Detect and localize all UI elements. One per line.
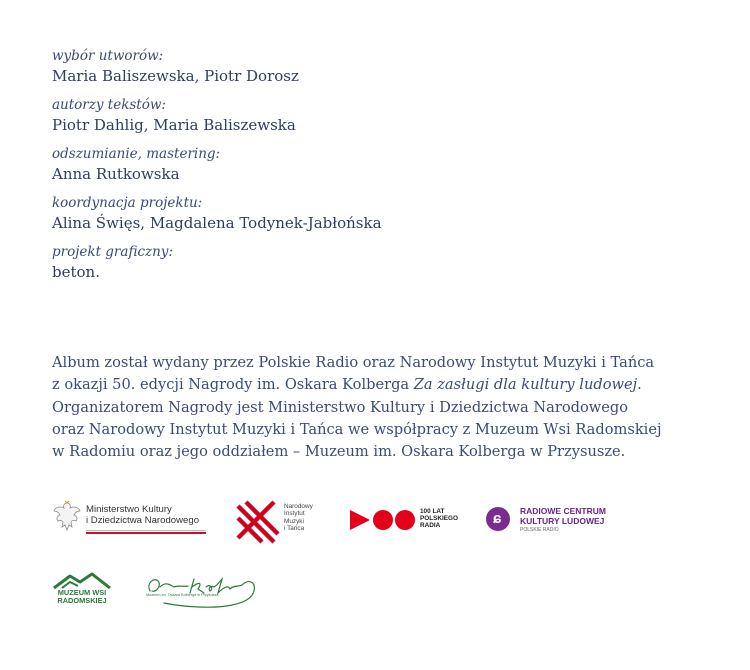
polish-radio-100-logo: [348, 505, 468, 535]
nimit-name: [284, 503, 313, 533]
credit-names: Maria Baliszewska, Piotr Dorosz: [52, 67, 299, 85]
credit-texts: [52, 96, 692, 136]
credit-names: Anna Rutkowska: [52, 165, 180, 183]
credit-names: Alina Święs, Magdalena Todynek-Jabłońska: [52, 214, 382, 232]
ministry-logo: [52, 500, 212, 542]
polish-radio-100-line: POLSKIEGO: [420, 515, 458, 523]
eagle-emblem-icon: [52, 500, 82, 534]
rckl-name: [520, 507, 606, 526]
ministry-name-line: Ministerstwo Kultury: [86, 504, 172, 515]
rckl-mark-icon: ɕ: [486, 507, 510, 531]
nimit-name-line: Muzyki: [284, 517, 304, 525]
nimit-mark-icon: [236, 500, 280, 544]
museum-radom-logo: [52, 572, 112, 612]
polish-radio-100-line: RADIA: [420, 522, 441, 530]
credit-coordination: [52, 194, 692, 234]
flag-stripe: [86, 530, 206, 534]
about-line: oraz Narodowy Instytut Muzyki i Tańca we współpracy z Muzeum Wsi Radomskiej: [52, 420, 662, 438]
credit-role: koordynacja projektu:: [52, 195, 203, 211]
about-line: w Radomiu oraz jego oddziałem – Muzeum im. Oskara Kolberga w Przysusze.: [52, 443, 626, 461]
about-line: Album został wydany przez Polskie Radio oraz Narodowy Instytut Muzyki i Tańca: [52, 354, 655, 371]
credit-names: beton.: [52, 263, 100, 281]
ministry-name: [86, 504, 199, 526]
rckl-name-line: RADIOWE CENTRUM: [520, 506, 606, 516]
nimit-name-line: Instytut: [284, 510, 305, 518]
about-paragraph: [52, 352, 692, 463]
credit-mastering: [52, 145, 692, 185]
kolberg-museum-logo: [144, 573, 270, 613]
nimit-logo: [236, 500, 326, 544]
nimit-name-line: i Tańca: [284, 525, 305, 533]
credit-role: projekt graficzny:: [52, 244, 173, 260]
credit-role: autorzy tekstów:: [52, 97, 166, 113]
museum-radom-name-line: RADOMSKIEJ: [57, 596, 107, 606]
rckl-logo: [486, 505, 626, 535]
about-line-start: z okazji 50. edycji Nagrody im. Oskara Kolberga: [52, 376, 414, 394]
credits-list: [52, 47, 692, 292]
rckl-subtitle: POLSKIE RADIO: [520, 527, 559, 533]
credit-role: odszumianie, mastering:: [52, 146, 221, 162]
nimit-name-line: Narodowy: [284, 503, 313, 510]
credit-names: Piotr Dahlig, Maria Baliszewska: [52, 116, 296, 134]
kolberg-museum-caption: Muzeum im. Oskara Kolberga w Przysusze: [146, 593, 219, 597]
about-line: [52, 374, 692, 396]
polish-radio-100-line: 100 LAT: [420, 508, 445, 515]
museum-radom-name: [52, 589, 112, 606]
museum-radom-name-line: MUZEUM WSI: [57, 588, 107, 597]
credit-design: [52, 243, 692, 283]
rckl-name-line: KULTURY LUDOWEJ: [520, 515, 605, 526]
polish-radio-100-text: [420, 508, 458, 530]
award-title: Za zasługi dla kultury ludowej: [413, 376, 638, 394]
credit-selection: [52, 47, 692, 87]
credit-role: wybór utworów:: [52, 48, 164, 64]
polish-radio-100-mark-icon: [348, 505, 418, 535]
ministry-name-line: i Dziedzictwa Narodowego: [86, 515, 200, 526]
about-line: Organizatorem Nagrody jest Ministerstwo Kultury i Dziedzictwa Narodowego: [52, 398, 629, 416]
about-line-end: .: [637, 376, 642, 394]
